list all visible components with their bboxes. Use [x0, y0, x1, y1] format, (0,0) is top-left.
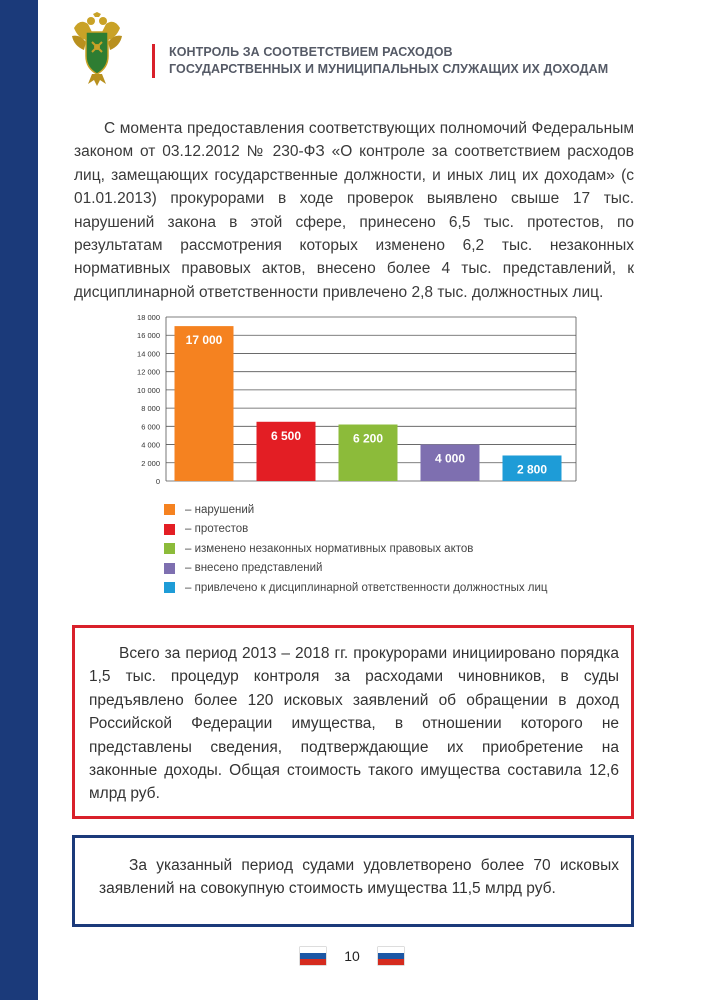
- legend-item: [164, 520, 548, 540]
- summary-box-red: [72, 625, 634, 819]
- legend-item: [164, 559, 548, 579]
- prosecutor-emblem-icon: [70, 12, 124, 86]
- summary-box-blue-text: За указанный период судами удовлетворено более 70 исковых заявлений на совокупную стоимость имущества 11,5 млрд руб.: [99, 857, 619, 898]
- y-tick-label: 12 000: [137, 367, 160, 377]
- legend-label: – изменено незаконных нормативных правовых актов: [185, 542, 474, 555]
- chart-legend: [164, 500, 548, 598]
- russian-flag-icon: [378, 947, 404, 965]
- bar-value-label: 17 000: [185, 333, 223, 348]
- bar-chart: [120, 305, 590, 495]
- legend-label: – нарушений: [185, 503, 255, 516]
- y-tick-label: 14 000: [137, 349, 160, 359]
- y-tick-label: 4 000: [141, 440, 160, 450]
- legend-swatch: [164, 563, 175, 574]
- bar-value-label: 2 800: [516, 462, 548, 477]
- y-tick-label: 6 000: [141, 422, 160, 432]
- y-tick-label: 18 000: [137, 313, 160, 322]
- legend-swatch: [164, 543, 175, 554]
- legend-swatch: [164, 582, 175, 593]
- bar-value-label: 4 000: [434, 451, 466, 466]
- y-tick-label: 10 000: [137, 385, 160, 395]
- legend-swatch: [164, 524, 175, 535]
- summary-box-blue: [72, 835, 634, 927]
- header-title: [152, 44, 608, 78]
- bar: [175, 326, 234, 481]
- y-tick-label: 0: [155, 477, 160, 486]
- header-title-line-1: КОНТРОЛЬ ЗА СООТВЕТСТВИЕМ РАСХОДОВ: [169, 45, 453, 59]
- legend-item: [164, 539, 548, 559]
- y-tick-label: 16 000: [137, 331, 160, 341]
- legend-item: [164, 500, 548, 520]
- russian-flag-icon: [300, 947, 326, 965]
- y-tick-label: 2 000: [141, 458, 160, 468]
- bar-value-label: 6 500: [270, 428, 302, 443]
- legend-label: – протестов: [185, 523, 249, 536]
- page-number: 10: [344, 948, 360, 964]
- legend-swatch: [164, 504, 175, 515]
- sidebar-stripe: [0, 0, 38, 1000]
- page-footer: [300, 945, 404, 967]
- y-tick-label: 8 000: [141, 404, 160, 414]
- legend-item: [164, 578, 548, 598]
- legend-label: – привлечено к дисциплинарной ответственности должностных лиц: [185, 581, 548, 594]
- legend-label: – внесено представлений: [185, 562, 323, 575]
- summary-box-red-text: Всего за период 2013 – 2018 гг. прокурорами инициировано порядка 1,5 тыс. процедур контроля за расходами чиновников, в суды предъявлено более 120 исковых заявлений об обращении в доход Российской Федерации имущества, в отношении которого не представлены сведения, подтверждающие их приобретение на законные доходы. Общая стоимость такого имущества составила 12,6 млрд руб.: [89, 645, 619, 803]
- bar-value-label: 6 200: [352, 431, 384, 446]
- intro-paragraph: С момента предоставления соответствующих полномочий Федеральным законом от 03.12.2012 № 230-ФЗ «О контроле за соответствием расходов лиц, замещающих государственные должности, и иных лиц их доходам» (с 01.01.2013) прокурорами в ходе проверок выявлено свыше 17 тыс. нарушений закона в этой сфере, принесено 6,5 тыс. протестов, по результатам рассмотрения которых изменено 6,2 тыс. незаконных нормативных правовых актов, внесено более 4 тыс. представлений, к дисциплинарной ответственности привлечено 2,8 тыс. должностных лиц.: [74, 120, 634, 301]
- header-title-line-2: ГОСУДАРСТВЕННЫХ И МУНИЦИПАЛЬНЫХ СЛУЖАЩИХ ИХ ДОХОДАМ: [169, 62, 609, 76]
